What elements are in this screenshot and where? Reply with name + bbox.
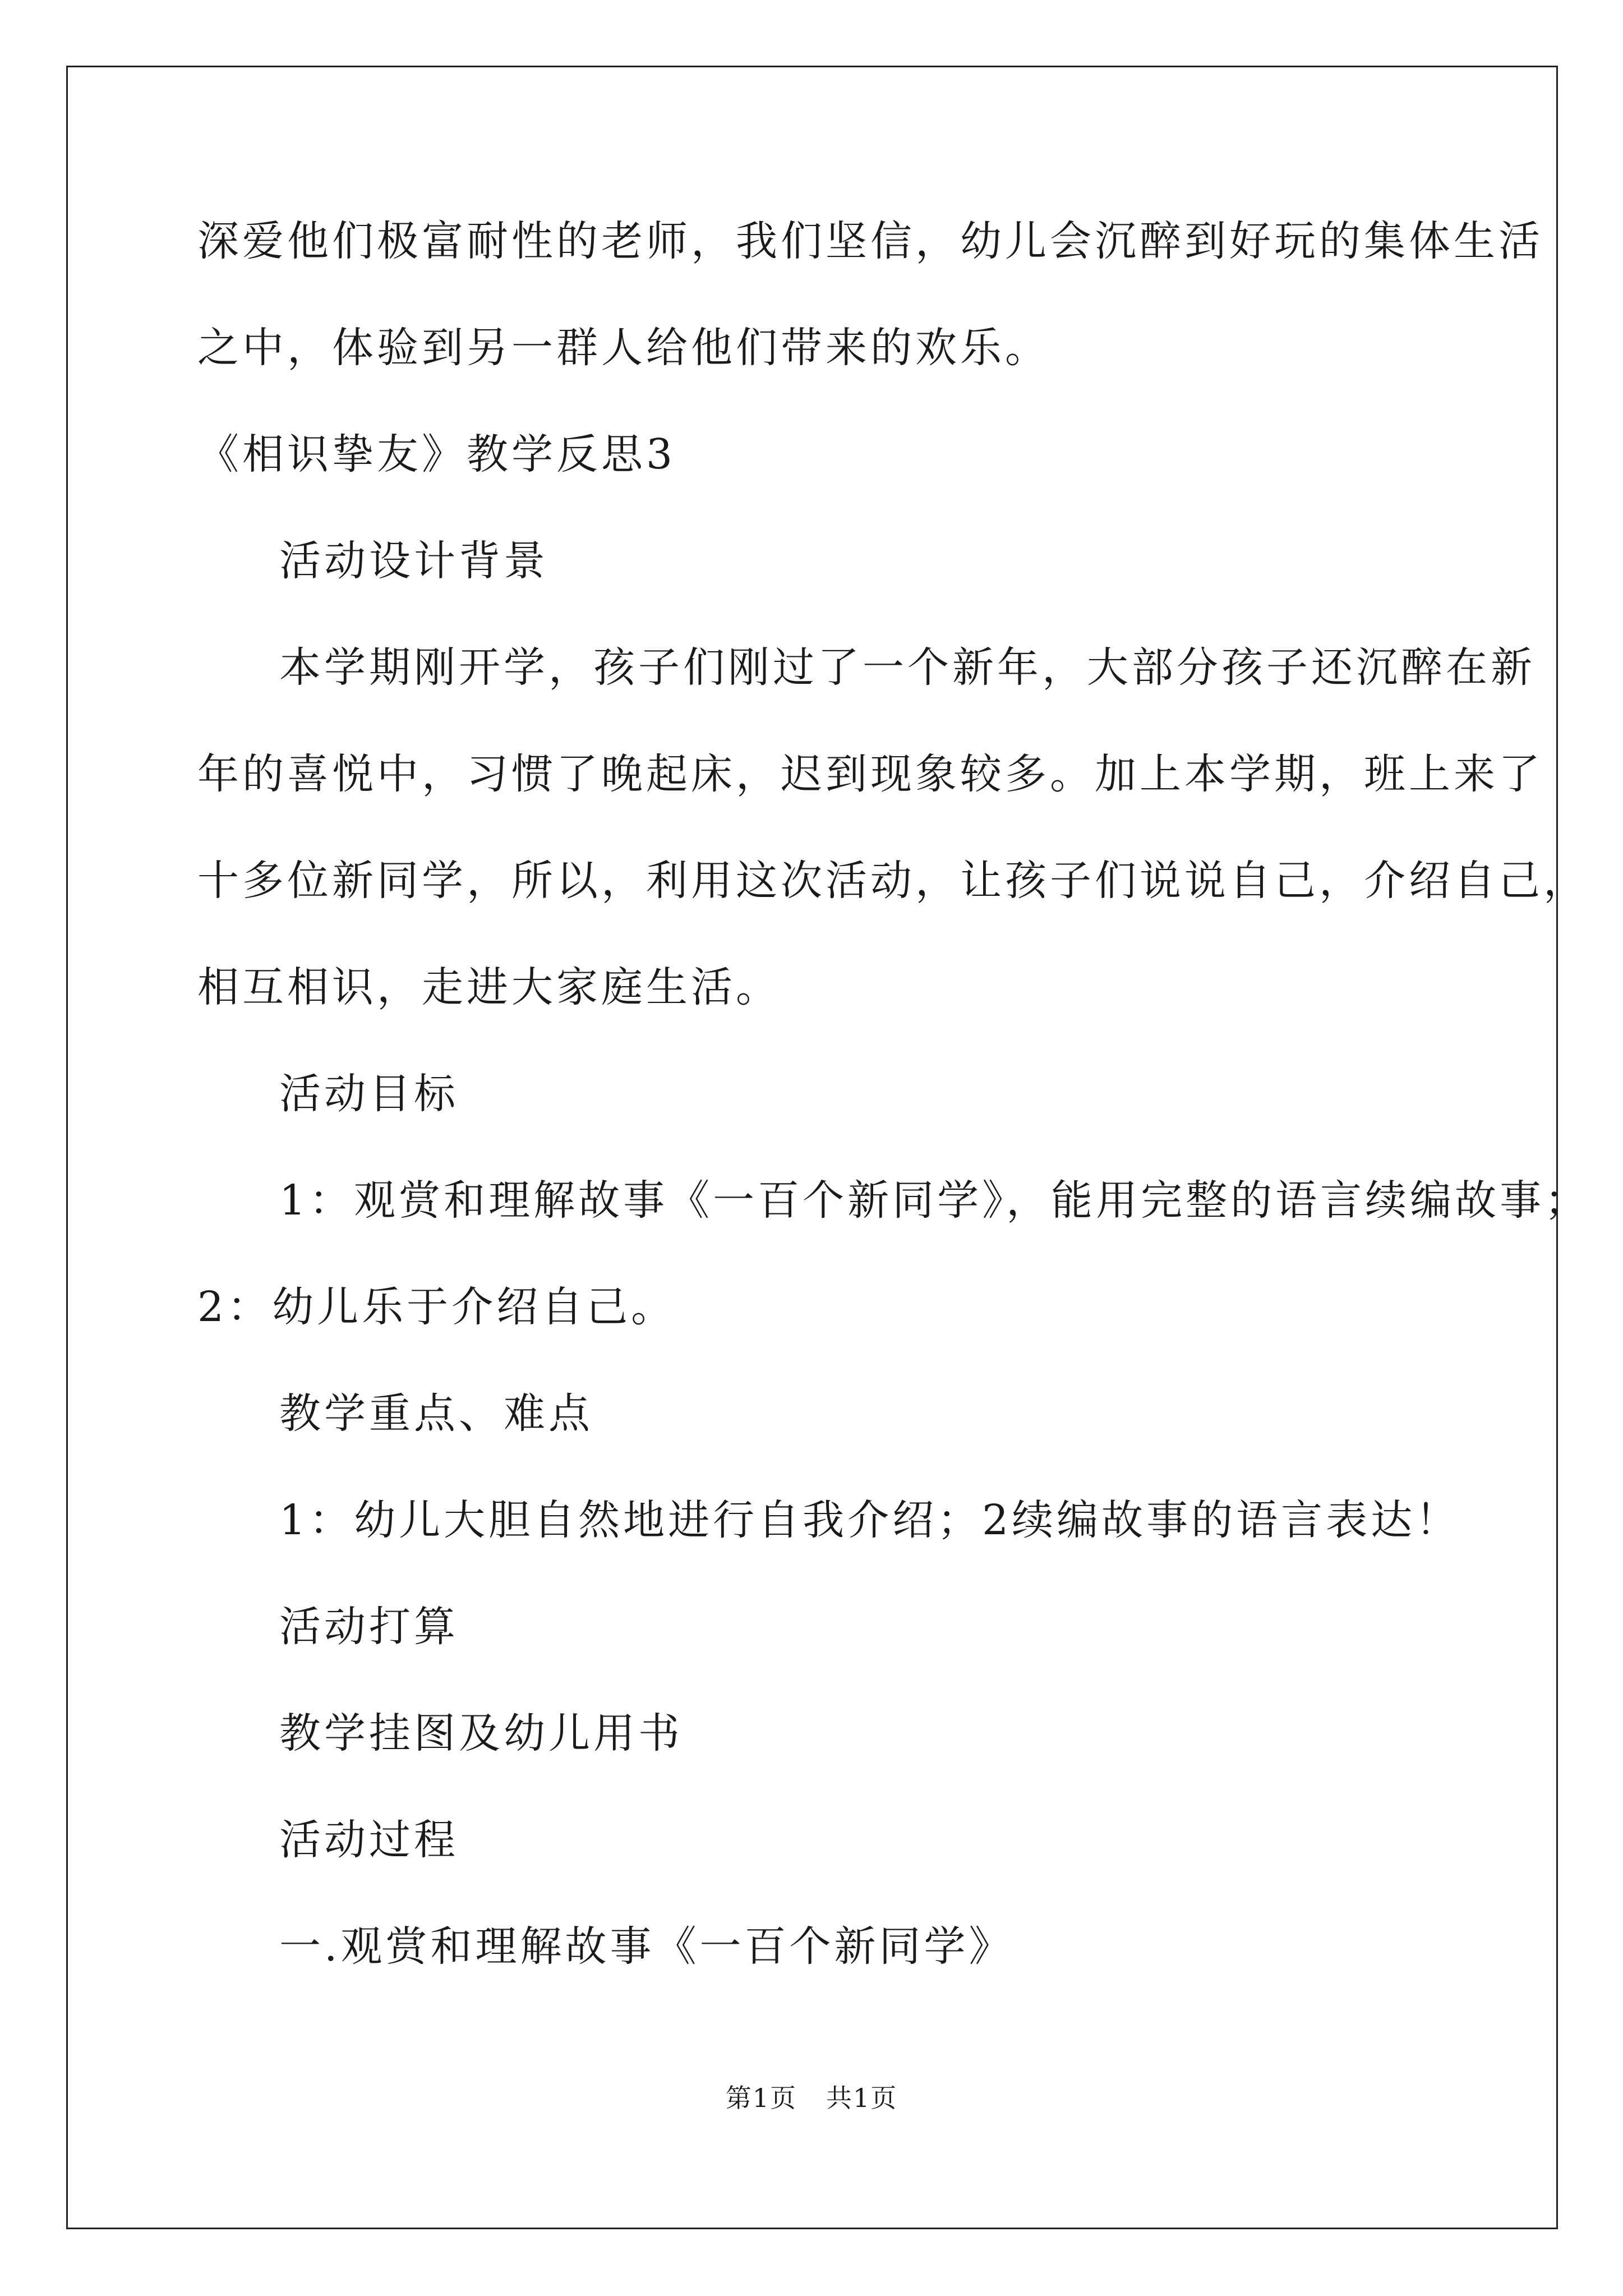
paragraph-line: 教学挂图及幼儿用书 xyxy=(279,1709,683,1757)
page-number: 第1页 xyxy=(725,2083,797,2113)
heading-activity-goals: 活动目标 xyxy=(279,1070,459,1118)
paragraph-line: 相互相识，走进大家庭生活。 xyxy=(197,963,781,1011)
list-item-goal-1: 1：观赏和理解故事《一百个新同学》，能用完整的语言续编故事； xyxy=(279,1176,1590,1225)
section-title: 《相识挚友》教学反思3 xyxy=(197,430,676,478)
list-item-goal-2: 2：幼儿乐于介绍自己。 xyxy=(197,1283,676,1331)
heading-activity-process: 活动过程 xyxy=(279,1816,459,1864)
paragraph-line: 年的喜悦中，习惯了晚起床，迟到现象较多。加上本学期，班上来了 xyxy=(197,750,1543,798)
page-footer xyxy=(0,2081,1623,2115)
paragraph-line: 1：幼儿大胆自然地进行自我介绍；2续编故事的语言表达！ xyxy=(279,1496,1461,1544)
heading-key-points: 教学重点、难点 xyxy=(279,1389,593,1438)
heading-activity-plan: 活动打算 xyxy=(279,1603,459,1651)
paragraph-line: 之中，体验到另一群人给他们带来的欢乐。 xyxy=(197,324,1050,372)
heading-design-background: 活动设计背景 xyxy=(279,537,548,585)
paragraph-line: 十多位新同学，所以，利用这次活动，让孩子们说说自己，介绍自己， xyxy=(197,857,1588,905)
page-border xyxy=(66,66,1558,2229)
paragraph-line: 本学期刚开学，孩子们刚过了一个新年，大部分孩子还沉醉在新 xyxy=(279,643,1536,692)
paragraph-line: 深爱他们极富耐性的老师，我们坚信，幼儿会沉醉到好玩的集体生活 xyxy=(197,217,1543,265)
page-total: 共1页 xyxy=(826,2083,898,2113)
list-item-step-1: 一.观赏和理解故事《一百个新同学》 xyxy=(279,1922,1014,1971)
